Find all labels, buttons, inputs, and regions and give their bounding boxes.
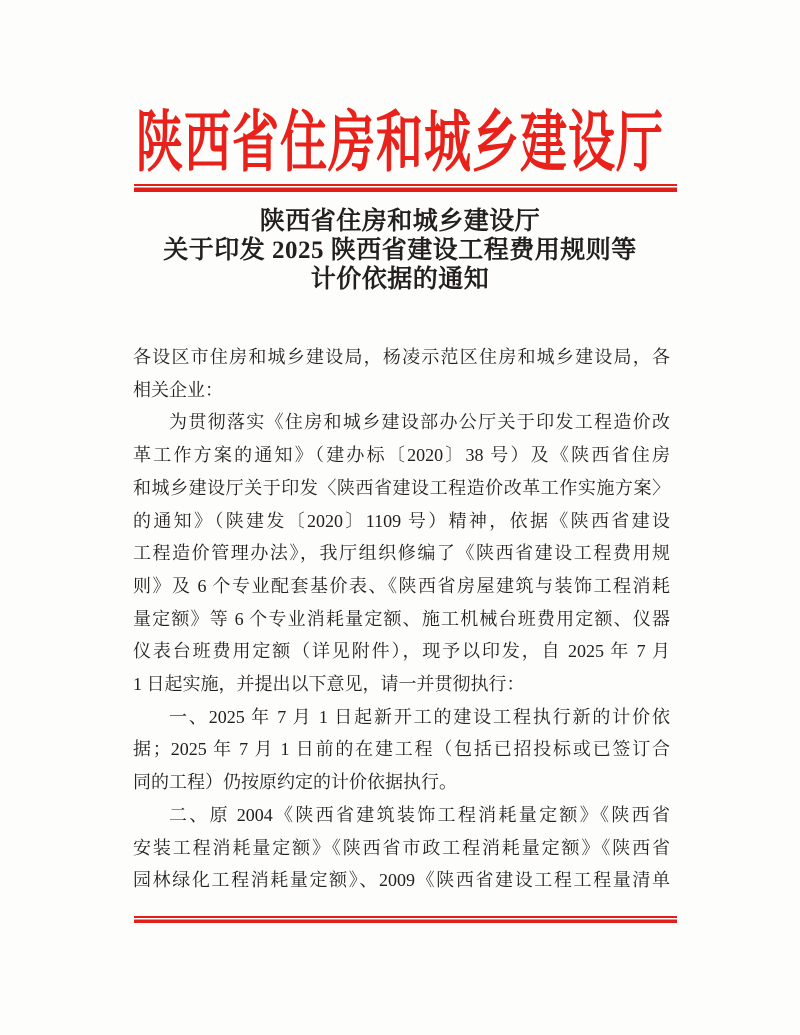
body-line-salutation-1: 各设区市住房和城乡建设局，杨凌示范区住房和城乡建设局，各	[133, 347, 670, 367]
body-line: 和城乡建设厅关于印发〈陕西省建设工程造价改革工作实施方案〉	[133, 477, 670, 498]
footer-divider-line	[134, 916, 677, 923]
body-line: 工程造价管理办法》，我厅组织修编了《陕西省建设工程费用规	[133, 543, 670, 564]
document-title-line-2: 关于印发 2025 陕西省建设工程费用规则等	[163, 237, 637, 264]
body-line: 的通知》（陕建发〔2020〕1109 号）精神，依据《陕西省建设	[133, 510, 670, 531]
body-line: 为贯彻落实《住房和城乡建设部办公厅关于印发工程造价改	[169, 412, 670, 433]
body-line: 据；2025 年 7 月 1 日前的在建工程（包括已招投标或已签订合	[133, 739, 670, 760]
body-line: 量定额》等 6 个专业消耗量定额、施工机械台班费用定额、仪器	[133, 608, 670, 629]
body-line-item-one: 一、2025 年 7 月 1 日起新开工的建设工程执行新的计价依	[169, 706, 670, 727]
document-title-line-3: 计价依据的通知	[310, 266, 490, 293]
body-line: 同的工程）仍按原约定的计价依据执行。	[133, 772, 457, 793]
body-line: 仪表台班费用定额（详见附件），现予以印发，自 2025 年 7 月	[133, 641, 670, 662]
body-line: 革工作方案的通知》（建办标〔2020〕38 号）及《陕西省住房	[133, 445, 670, 466]
document-title	[0, 207, 800, 294]
body-line-salutation-2: 相关企业：	[133, 379, 223, 400]
document-title-line-1: 陕西省住房和城乡建设厅	[259, 208, 541, 235]
document-body	[133, 341, 670, 897]
body-line-item-two: 二、原 2004《陕西省建筑装饰工程消耗量定额》《陕西省	[169, 804, 670, 825]
body-line: 则》及 6 个专业配套基价表、《陕西省房屋建筑与装饰工程消耗	[133, 575, 670, 596]
letterhead-divider-line	[134, 184, 677, 192]
letterhead-agency-name: 陕西省住房和城乡建设厅	[136, 106, 664, 181]
body-line: 园林绿化工程消耗量定额》、2009《陕西省建设工程工程量清单	[133, 870, 670, 891]
body-line: 安装工程消耗量定额》《陕西省市政工程消耗量定额》《陕西省	[133, 837, 670, 858]
body-line: 1 日起实施，并提出以下意见，请一并贯彻执行：	[133, 674, 525, 695]
